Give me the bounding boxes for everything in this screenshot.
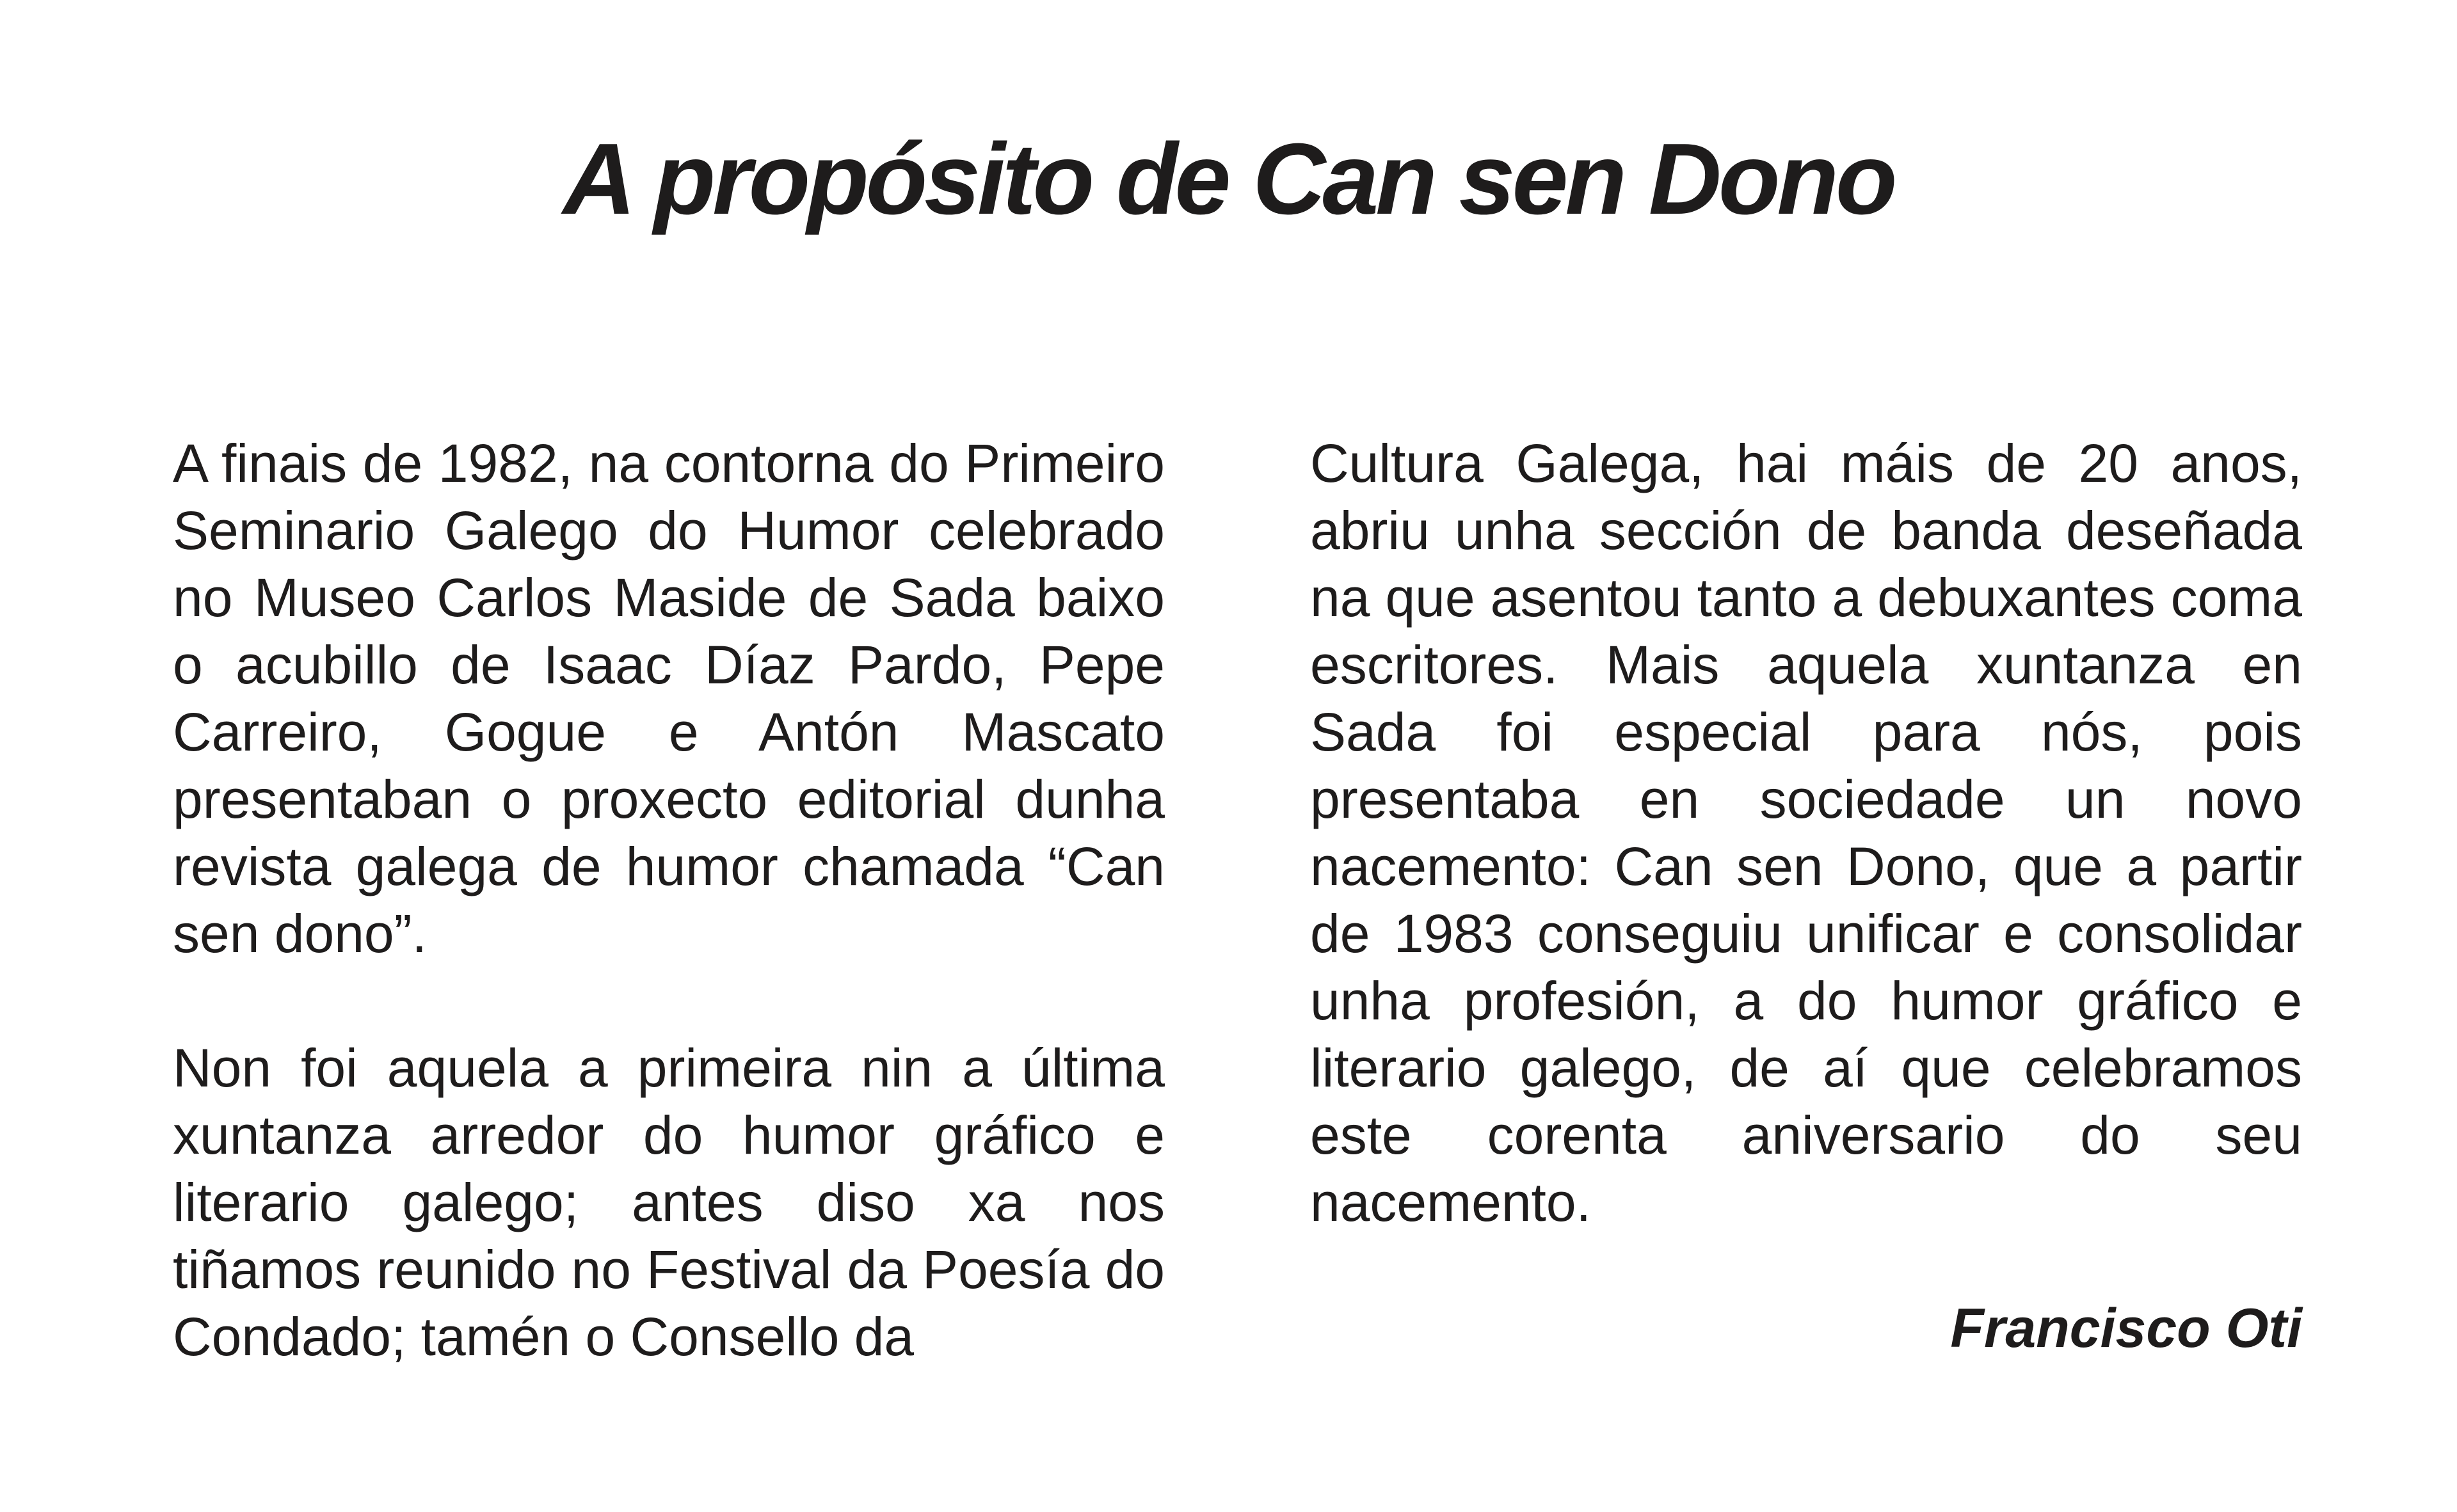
- paragraph-1: A finais de 1982, na contorna do Primeiro Seminario Galego do Humor celebrado no Museo Carlos Maside de Sada baixo o acubillo de Isaac Díaz Pardo, Pepe Carreiro, Gogue e Antón Mascato presentaban o proxecto editorial dunha revista galega de humor chamada “Can sen dono”.: [173, 433, 1165, 964]
- right-column: [1310, 430, 2302, 1362]
- left-column: [173, 430, 1165, 1371]
- article-title: A propósito de Can sen Dono: [563, 123, 1894, 235]
- paragraph-3: Cultura Galega, hai máis de 20 anos, abriu unha sección de banda deseñada na que asentou tanto a debuxantes coma escritores. Mais aquela xuntanza en Sada foi especial para nós, pois presentaba en sociedade un novo nacemento: Can sen Dono, que a partir de 1983 conseguiu unificar e consolidar unha profesión, a do humor gráfico e literario galego, de aí que celebramos este corenta aniversario do seu nacemento.: [1310, 433, 2302, 1232]
- paragraph-2: Non foi aquela a primeira nin a última xuntanza arredor do humor gráfico e literario galego; antes diso xa nos tiñamos reunido no Festival da Poesía do Condado; tamén o Consello da: [173, 1038, 1165, 1367]
- author-signature: Francisco Oti: [1950, 1298, 2302, 1359]
